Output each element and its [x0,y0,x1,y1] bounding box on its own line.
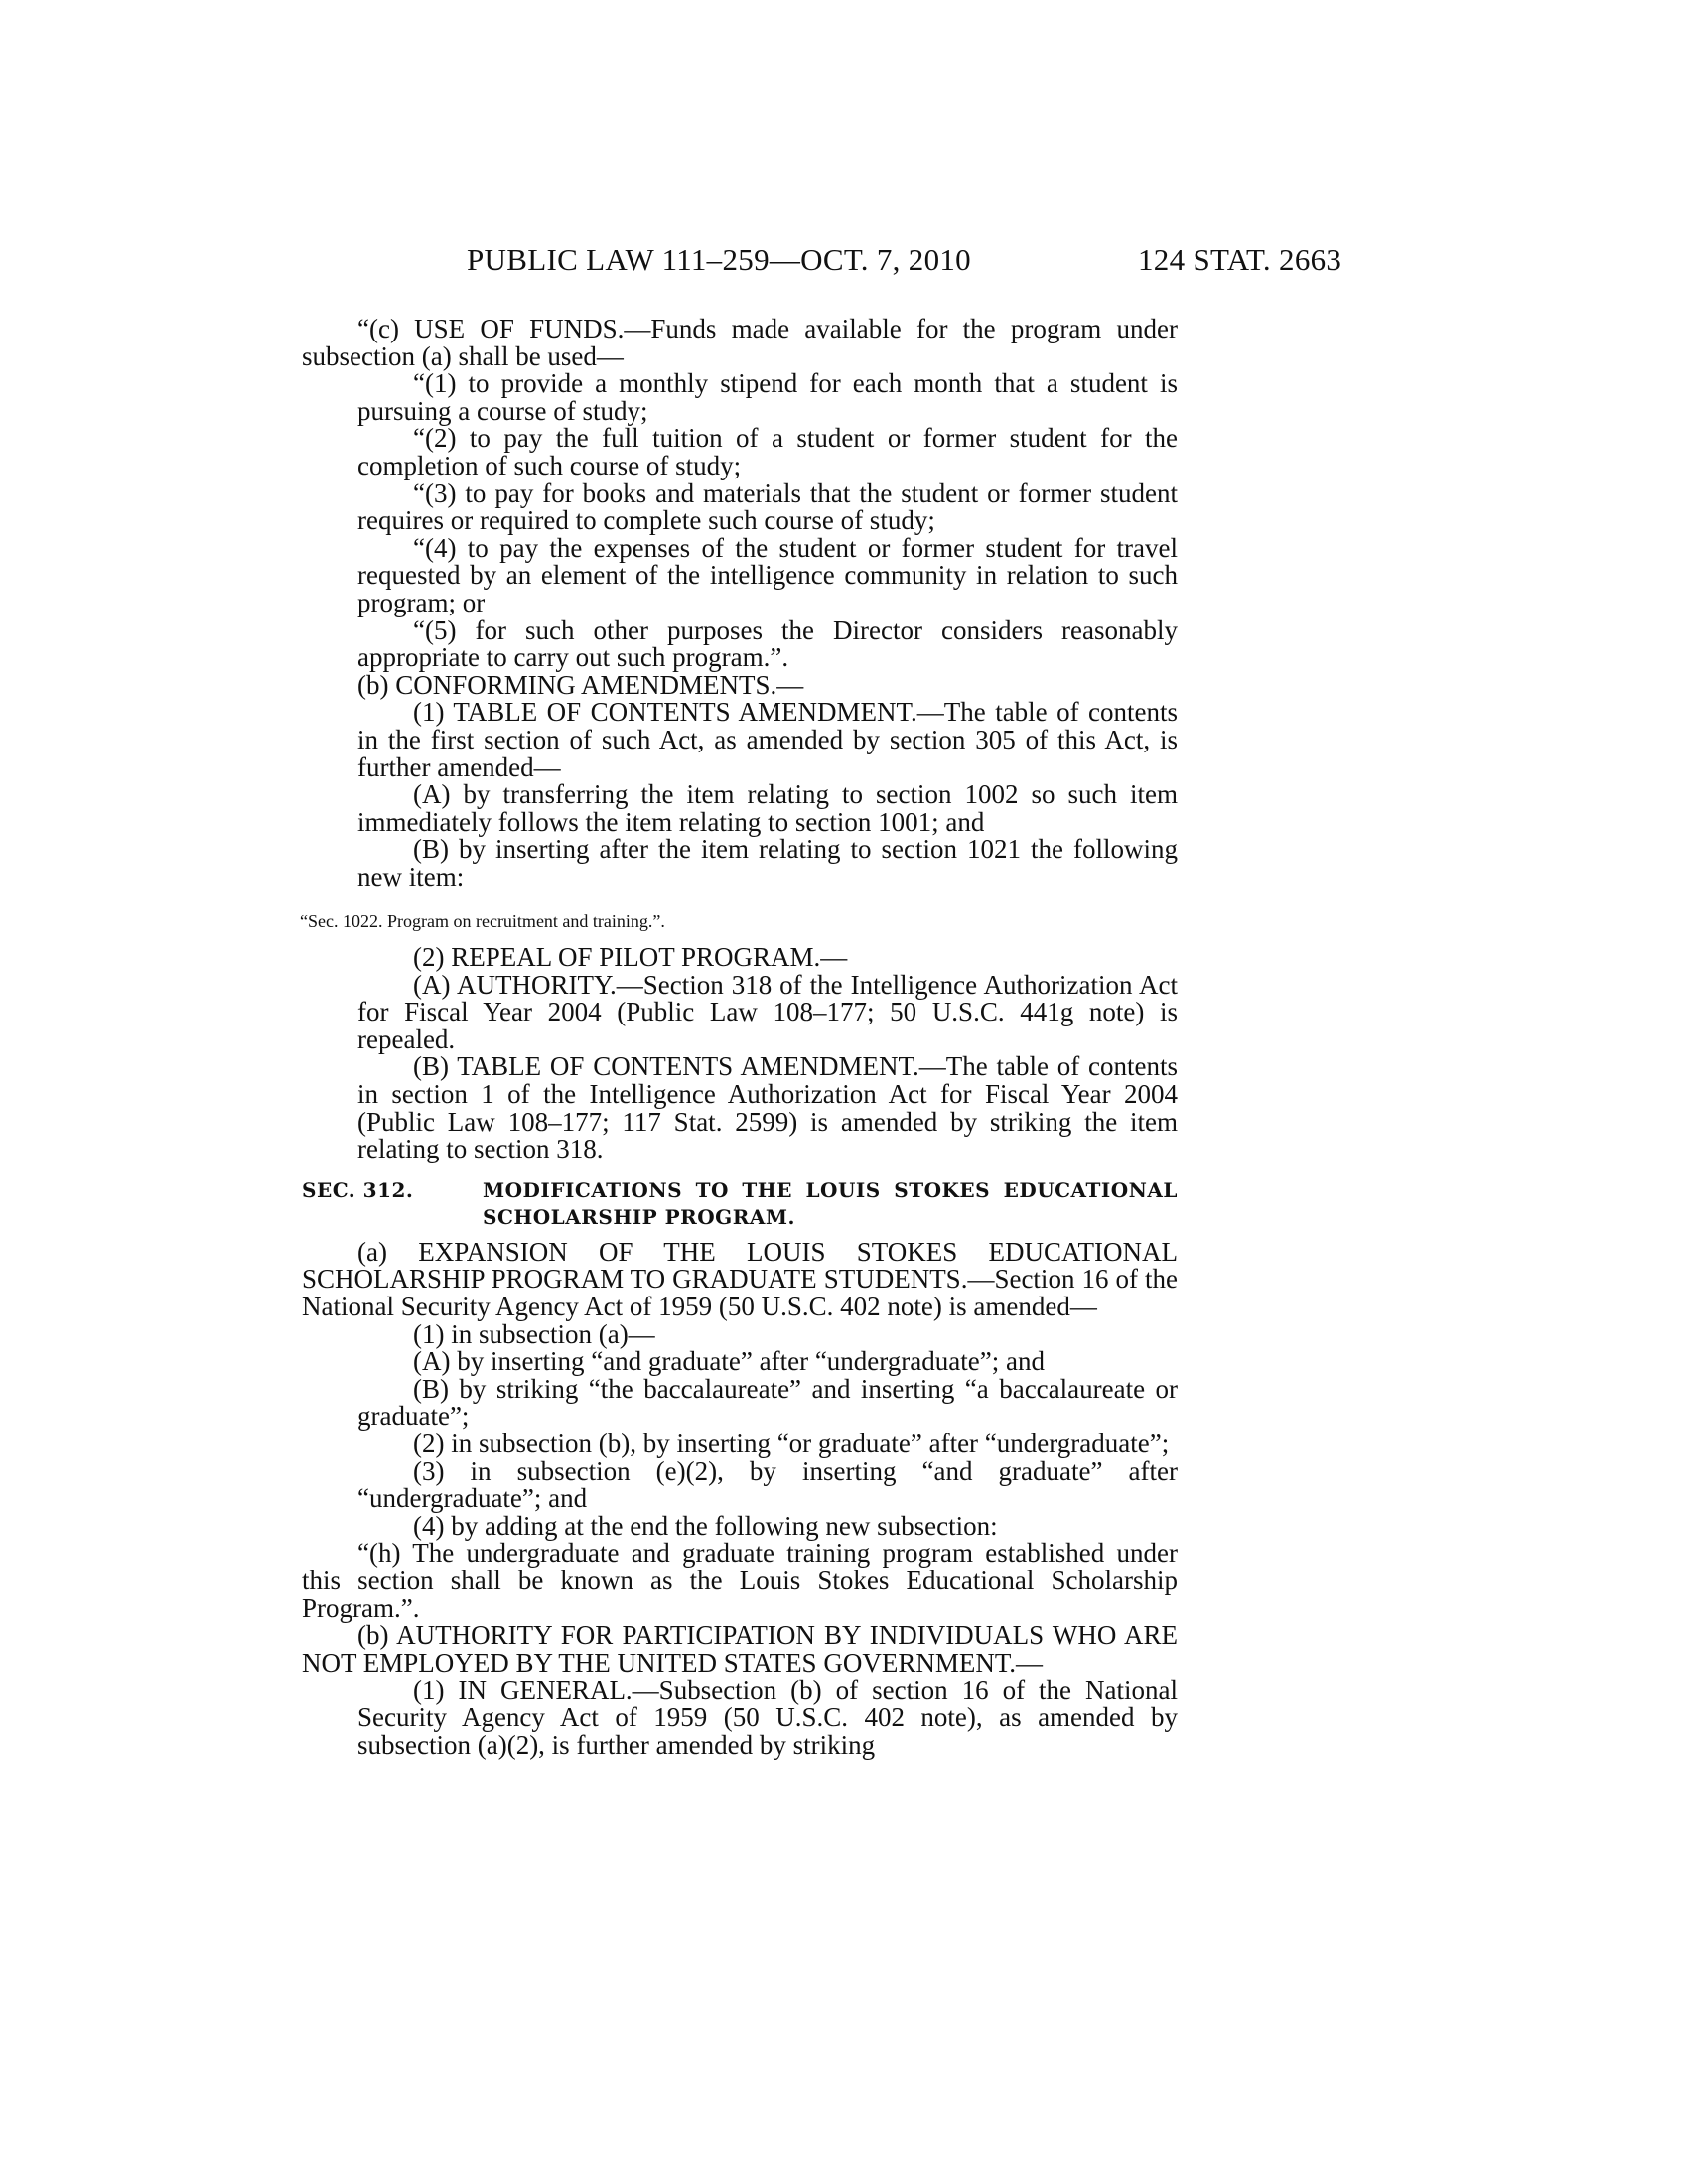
paragraph-b2a: (A) AUTHORITY.—Section 318 of the Intelligence Authorization Act for Fiscal Year 2004 (Public Law 108–177; 50 U.S.C. 441g note) is repealed. [357,969,1178,1054]
section-title: MODIFICATIONS TO THE LOUIS STOKES EDUCATIONAL SCHOLARSHIP PROGRAM. [483,1177,1178,1229]
running-title: PUBLIC LAW 111–259—OCT. 7, 2010 [467,242,971,277]
paragraph-b-authority: (b) AUTHORITY FOR PARTICIPATION BY INDIVIDUALS WHO ARE NOT EMPLOYED BY THE UNITED STATES GOVERNMENT.— [302,1620,1178,1678]
paragraph-c2: “(2) to pay the full tuition of a student or former student for the completion of such course of study; [357,423,1178,480]
paragraph-h: “(h) The undergraduate and graduate training program established under this section shall be known as the Louis Stokes Educational Scholarship Program.”. [302,1538,1178,1623]
page-header [0,242,1688,282]
paragraph-c4: “(4) to pay the expenses of the student or former student for travel requested by an element of the intelligence community in relation to such program; or [357,532,1178,617]
paragraph-c5: “(5) for such other purposes the Director considers reasonably appropriate to carry out such program.”. [357,614,1178,673]
paragraph-b2b: (B) TABLE OF CONTENTS AMENDMENT.—The table of contents in section 1 of the Intelligence Authorization Act for Fiscal Year 2004 (Public Law 108–177; 117 Stat. 2599) is amended by striking the item relating to section 318. [357,1051,1178,1164]
section-heading [302,1177,1178,1231]
paragraph-c3: “(3) to pay for books and materials that the student or former student requires or required to complete such course of study; [357,478,1178,536]
statute-page-number: 124 STAT. 2663 [1138,242,1342,277]
paragraph-c-use-of-funds: “(c) USE OF FUNDS.—Funds made available for the program under subsection (a) shall be used— [302,314,1178,371]
paragraph-b1a: (A) by transferring the item relating to section 1002 so such item immediately follows the item relating to section 1001; and [357,779,1178,837]
paragraph-a1b: (B) by striking “the baccalaureate” and inserting “a baccalaureate or graduate”; [357,1373,1178,1432]
paragraph-a4: (4) by adding at the end the following new subsection: [413,1510,998,1541]
paragraph-a3: (3) in subsection (e)(2), by inserting “and graduate” after “undergraduate”; and [357,1455,1178,1514]
toc-item: “Sec. 1022. Program on recruitment and training.”. [300,911,665,932]
paragraph-b2: (2) REPEAL OF PILOT PROGRAM.— [413,942,848,973]
paragraph-b-conforming: (b) CONFORMING AMENDMENTS.— [357,669,804,700]
paragraph-c1: “(1) to provide a monthly stipend for each month that a student is pursuing a course of study; [357,368,1178,426]
paragraph-a2: (2) in subsection (b), by inserting “or graduate” after “undergraduate”; [413,1428,1170,1458]
paragraph-b1b: (B) by inserting after the item relating to section 1021 the following new item: [357,834,1178,891]
paragraph-b1: (1) TABLE OF CONTENTS AMENDMENT.—The table of contents in the first section of such Act, as amended by section 305 of this Act, is further amended— [357,697,1178,782]
paragraph-a1a: (A) by inserting “and graduate” after “undergraduate”; and [413,1346,1045,1377]
paragraph-a1: (1) in subsection (a)— [413,1318,655,1349]
paragraph-bb1: (1) IN GENERAL.—Subsection (b) of section 16 of the National Security Agency Act of 1959 (50 U.S.C. 402 note), as amended by subsection (a)(2), is further amended by striking [357,1675,1178,1760]
section-number: SEC. 312. [302,1177,414,1202]
paragraph-a-expansion: (a) EXPANSION OF THE LOUIS STOKES EDUCATIONAL SCHOLARSHIP PROGRAM TO GRADUATE STUDENTS.—Section 16 of the National Security Agency Act of 1959 (50 U.S.C. 402 note) is amended— [302,1236,1178,1321]
document-body [302,316,1178,1759]
